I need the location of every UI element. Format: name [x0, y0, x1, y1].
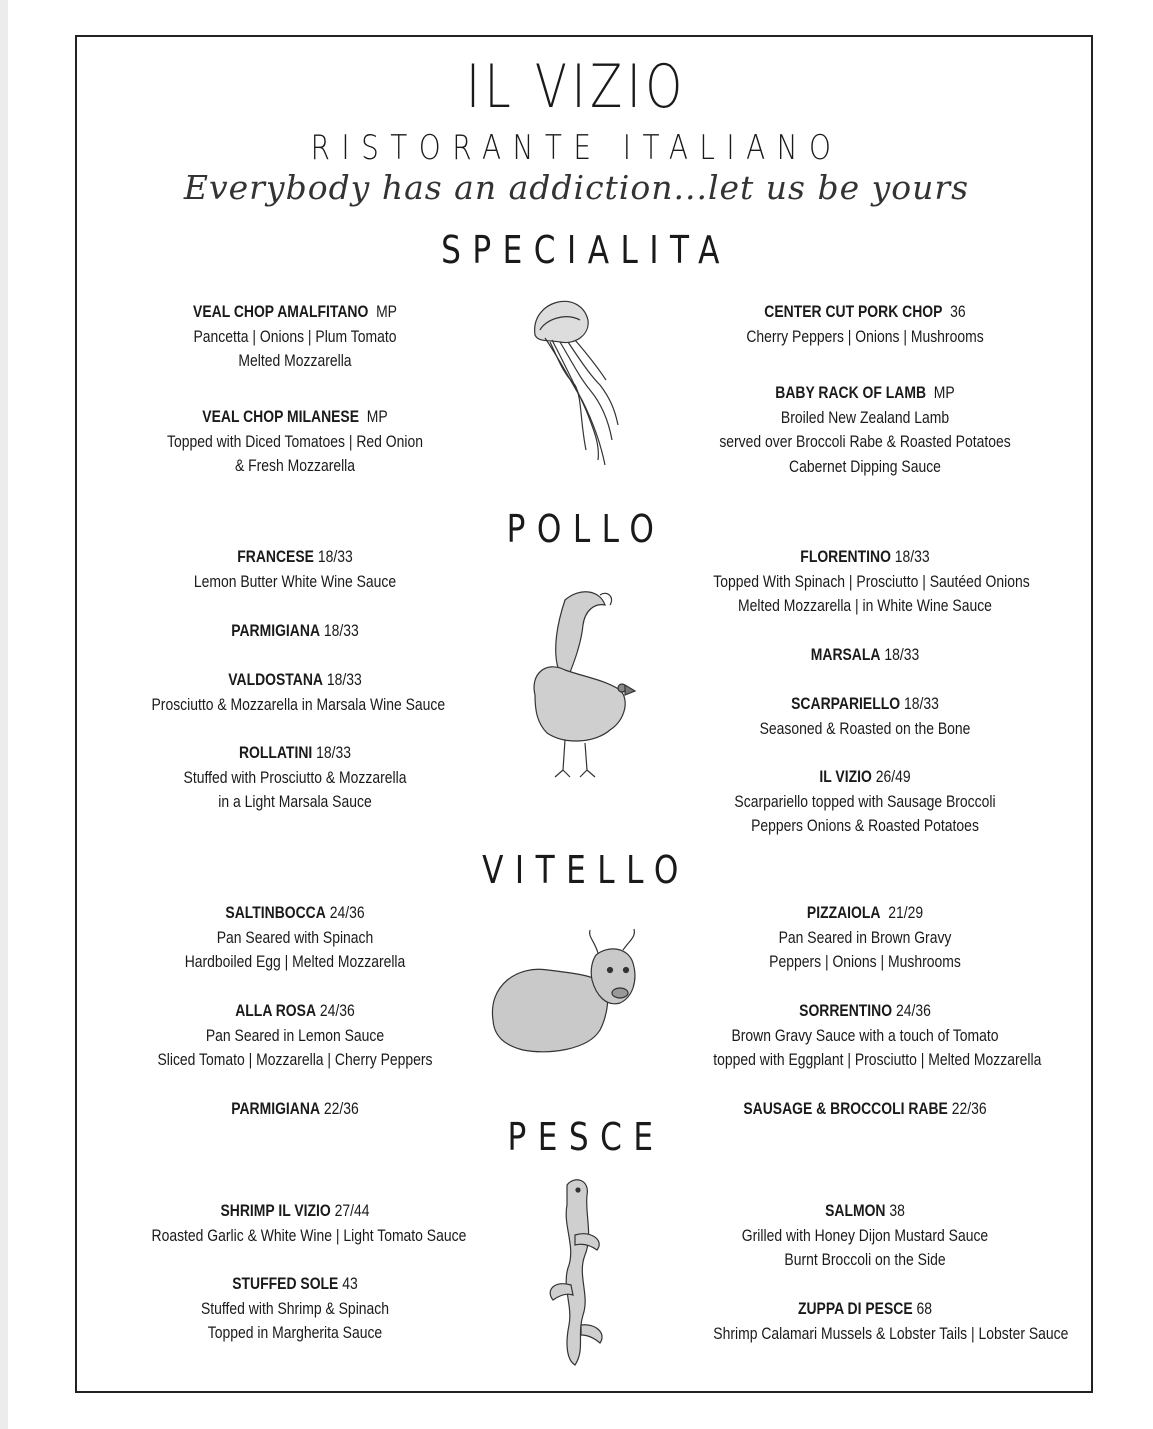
menu-item — [680, 1199, 1050, 1273]
item-description: Hardboiled Egg | Melted Mozzarella — [184, 952, 406, 971]
menu-item — [120, 901, 470, 975]
item-price: 43 — [342, 1274, 358, 1293]
section-title-pollo: POLLO — [506, 507, 666, 551]
item-price: 27/44 — [334, 1201, 370, 1220]
menu-item — [120, 1199, 470, 1248]
section-title-pesce: PESCE — [507, 1115, 665, 1159]
menu-item — [680, 300, 1050, 349]
menu-item — [680, 692, 1050, 741]
item-name: SHRIMP IL VIZIO — [220, 1201, 331, 1220]
menu-item — [120, 300, 470, 374]
menu-item — [120, 668, 470, 717]
item-description: Topped With Spinach | Prosciutto | Sautéed Onions — [713, 571, 1030, 591]
item-description: Seasoned & Roasted on the Bone — [759, 718, 971, 738]
item-description: Peppers | Onions | Mushrooms — [769, 952, 961, 971]
item-price: 22/36 — [323, 1099, 359, 1118]
section-title-specialita: SPECIALITA — [441, 228, 731, 272]
item-price: 18/33 — [884, 645, 920, 664]
item-name: VEAL CHOP MILANESE — [202, 407, 360, 426]
item-name: SALMON — [825, 1201, 886, 1220]
item-price: 18/33 — [316, 743, 352, 762]
item-name: FLORENTINO — [800, 547, 891, 566]
item-price: 24/36 — [895, 1001, 931, 1020]
menu-item — [680, 643, 1050, 668]
item-name: SCARPARIELLO — [791, 694, 901, 713]
item-description: Peppers Onions & Roasted Potatoes — [751, 816, 979, 835]
item-name: ROLLATINI — [238, 743, 313, 762]
item-description: in a Light Marsala Sauce — [218, 792, 372, 811]
item-name: VALDOSTANA — [228, 670, 323, 689]
item-price: 18/33 — [326, 670, 362, 689]
item-name: CENTER CUT PORK CHOP — [764, 302, 943, 321]
item-description: Melted Mozzarella | in White Wine Sauce — [738, 596, 992, 615]
item-name: SALTINBOCCA — [225, 903, 326, 922]
menu-item — [680, 1097, 1050, 1122]
menu-item — [120, 999, 470, 1073]
menu-item — [120, 741, 470, 815]
item-price: 68 — [916, 1299, 933, 1318]
item-price: 18/33 — [894, 547, 930, 566]
item-description: Prosciutto & Mozzarella in Marsala Wine Sauce — [151, 694, 446, 714]
menu-item — [120, 1272, 470, 1346]
item-description: Scarpariello topped with Sausage Broccoli — [734, 791, 996, 811]
item-price: 18/33 — [323, 621, 359, 640]
item-description: served over Broccoli Rabe & Roasted Potatoes — [719, 432, 1011, 451]
item-name: STUFFED SOLE — [232, 1274, 339, 1293]
item-description: Sliced Tomato | Mozzarella | Cherry Peppers — [157, 1050, 433, 1069]
cow-illustration — [488, 925, 643, 1060]
item-name: BABY RACK OF LAMB — [775, 383, 927, 402]
menu-item — [120, 1097, 470, 1122]
restaurant-subtitle: RISTORANTE ITALIANO — [310, 128, 843, 168]
restaurant-name: IL VIZIO — [466, 52, 687, 122]
item-description: Lemon Butter White Wine Sauce — [193, 571, 397, 591]
item-name: ZUPPA DI PESCE — [797, 1299, 913, 1318]
item-price: 26/49 — [875, 767, 911, 786]
item-description: Brown Gravy Sauce with a touch of Tomato — [731, 1025, 999, 1045]
item-description: Cherry Peppers | Onions | Mushrooms — [746, 326, 984, 346]
menu-item — [680, 999, 1050, 1073]
item-price: MP — [933, 383, 955, 402]
item-price: 38 — [889, 1201, 905, 1220]
menu-item — [680, 765, 1050, 839]
item-description: Roasted Garlic & White Wine | Light Tomato Sauce — [151, 1225, 467, 1245]
tagline: Everybody has an addiction...let us be yours — [183, 168, 970, 207]
menu-item — [680, 381, 1050, 479]
item-price: 18/33 — [317, 547, 353, 566]
item-description: Grilled with Honey Dijon Mustard Sauce — [741, 1225, 989, 1245]
item-description: Pan Seared with Spinach — [216, 927, 374, 947]
item-name: ALLA ROSA — [235, 1001, 317, 1020]
fish-illustration — [545, 1175, 620, 1370]
item-price: 21/29 — [888, 903, 924, 922]
item-name: PARMIGIANA — [231, 621, 321, 640]
item-description: Topped with Diced Tomatoes | Red Onion — [167, 431, 423, 451]
item-description: Pan Seared in Brown Gravy — [778, 927, 952, 947]
item-name: PARMIGIANA — [231, 1099, 321, 1118]
item-price: MP — [366, 407, 388, 426]
item-description: topped with Eggplant | Prosciutto | Melted Mozzarella — [713, 1050, 1042, 1069]
item-description: & Fresh Mozzarella — [234, 456, 356, 475]
item-description: Stuffed with Shrimp & Spinach — [200, 1298, 390, 1318]
menu-item — [120, 545, 470, 594]
item-price: 24/36 — [319, 1001, 355, 1020]
menu-item — [680, 901, 1050, 975]
item-name: MARSALA — [810, 645, 881, 664]
item-name: VEAL CHOP AMALFITANO — [193, 302, 369, 321]
item-price: 36 — [950, 302, 966, 321]
item-description: Shrimp Calamari Mussels & Lobster Tails | Lobster Sauce — [713, 1323, 1069, 1343]
item-description: Pan Seared in Lemon Sauce — [205, 1025, 385, 1045]
menu-item — [680, 1297, 1069, 1346]
item-price: 18/33 — [903, 694, 939, 713]
item-description: Cabernet Dipping Sauce — [789, 456, 941, 476]
item-name: SORRENTINO — [799, 1001, 893, 1020]
item-price: 22/36 — [951, 1099, 987, 1118]
item-price: 24/36 — [329, 903, 365, 922]
menu-item — [120, 405, 470, 479]
item-name: IL VIZIO — [819, 767, 872, 786]
menu-item — [120, 619, 470, 644]
item-description: Burnt Broccoli on the Side — [784, 1250, 946, 1269]
rooster-illustration — [525, 585, 640, 780]
item-name: SAUSAGE & BROCCOLI RABE — [743, 1099, 948, 1118]
section-title-vitello: VITELLO — [482, 848, 690, 892]
jellyfish-illustration — [520, 290, 640, 470]
item-description: Topped in Margherita Sauce — [207, 1323, 383, 1342]
item-price: MP — [376, 302, 397, 321]
item-name: FRANCESE — [237, 547, 314, 566]
item-description: Stuffed with Prosciutto & Mozzarella — [183, 767, 407, 787]
item-description: Pancetta | Onions | Plum Tomato — [193, 326, 397, 346]
item-description: Melted Mozzarella — [238, 351, 352, 370]
menu-item — [680, 545, 1050, 619]
item-name: PIZZAIOLA — [806, 903, 881, 922]
item-description: Broiled New Zealand Lamb — [780, 407, 950, 427]
